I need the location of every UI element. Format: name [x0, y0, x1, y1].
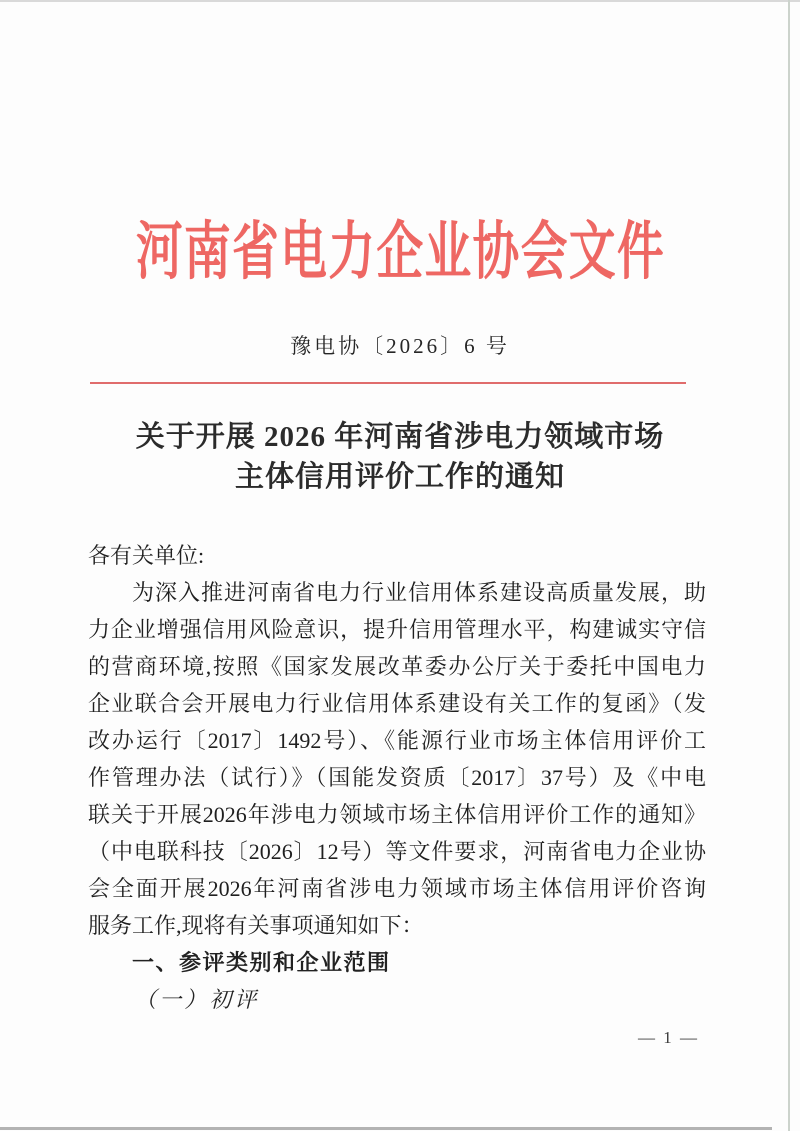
scan-edge-bottom — [0, 1127, 772, 1130]
paragraph-line: 为深入推进河南省电力行业信用体系建设高质量发展，助 — [132, 580, 706, 605]
subsection-heading: （一）初评 — [134, 987, 260, 1012]
paragraph-line: 作管理办法（试行）》（国能发资质〔2017〕37号）及《中电 — [88, 765, 706, 790]
paragraph-line: 会全面开展2026年河南省涉电力领域市场主体信用评价咨询 — [88, 876, 706, 901]
letterhead-title: 河南省电力企业协会文件 — [135, 217, 665, 287]
document-body — [88, 537, 706, 1018]
section-heading: 一、参评类别和企业范围 — [132, 950, 391, 975]
greeting-line: 各有关单位: — [88, 543, 205, 568]
paragraph-line: （中电联科技〔2026〕12号）等文件要求，河南省电力企业协 — [88, 839, 706, 864]
scan-edge-top — [0, 0, 800, 2]
paragraph-line: 的营商环境,按照《国家发展改革委办公厅关于委托中国电力 — [88, 654, 706, 679]
paragraph-line: 改办运行〔2017〕1492号）、《能源行业市场主体信用评价工 — [88, 728, 706, 753]
scan-edge-right — [788, 0, 790, 1131]
document-title — [0, 417, 800, 497]
doc-number: 豫电协〔2026〕6 号 — [290, 334, 510, 358]
page-number: — 1 — — [638, 1028, 699, 1047]
document-title-line-1: 关于开展 2026 年河南省涉电力领域市场 — [135, 421, 665, 453]
red-divider-line — [90, 382, 686, 384]
letterhead — [0, 212, 800, 292]
document-title-line-2: 主体信用评价工作的通知 — [234, 461, 565, 493]
paragraph-line: 联关于开展2026年涉电力领域市场主体信用评价工作的通知》 — [88, 802, 706, 827]
paragraph-line: 力企业增强信用风险意识，提升信用管理水平，构建诚实守信 — [88, 617, 706, 642]
paragraph-line: 企业联合会开展电力行业信用体系建设有关工作的复函》（发 — [88, 691, 706, 716]
paragraph-line: 服务工作,现将有关事项通知如下： — [88, 913, 424, 938]
